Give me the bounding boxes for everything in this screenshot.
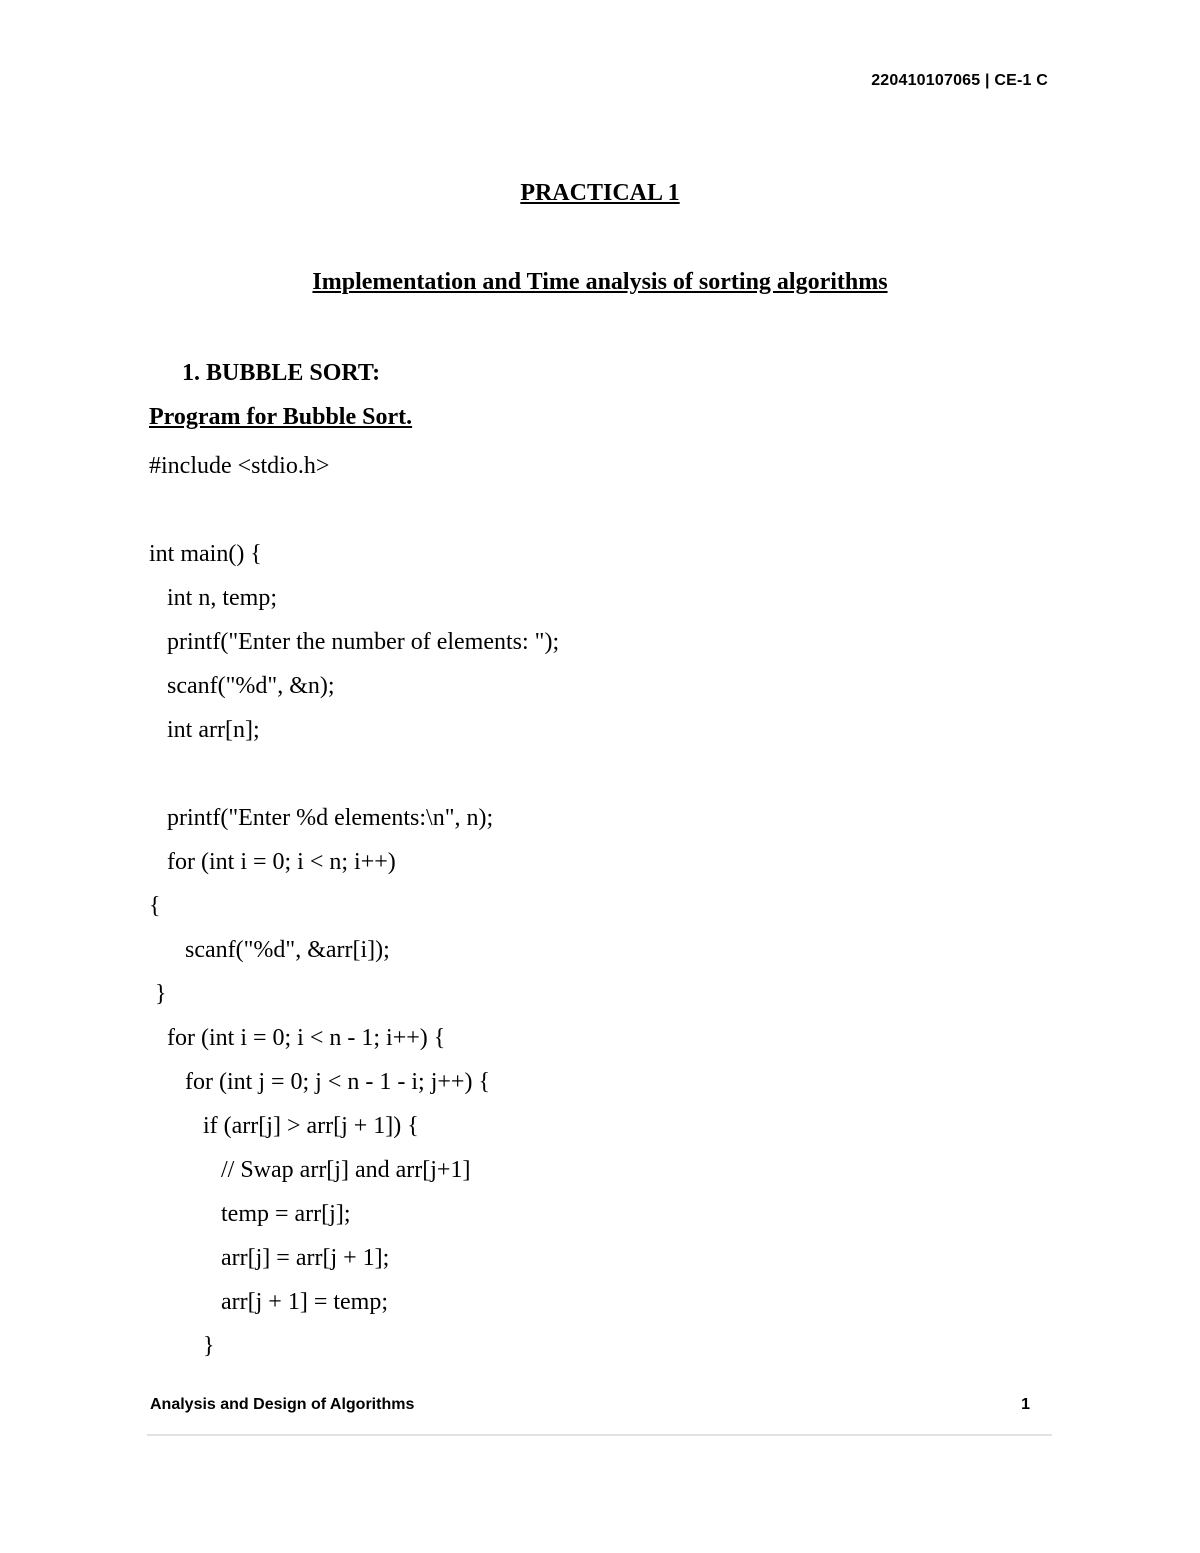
code-line: printf("Enter the number of elements: "); <box>149 629 560 655</box>
code-line: if (arr[j] > arr[j + 1]) { <box>149 1113 419 1139</box>
code-line: int arr[n]; <box>149 717 260 743</box>
code-block <box>149 450 559 1374</box>
practical-subtitle: Implementation and Time analysis of sorting algorithms <box>312 269 888 295</box>
footer-divider <box>147 1434 1052 1436</box>
code-line: temp = arr[j]; <box>149 1201 351 1227</box>
code-line: printf("Enter %d elements:\n", n); <box>149 805 494 831</box>
code-line: arr[j] = arr[j + 1]; <box>149 1245 390 1271</box>
code-line: // Swap arr[j] and arr[j+1] <box>149 1157 471 1183</box>
code-line: } <box>149 1333 215 1359</box>
footer-page-number: 1 <box>1021 1396 1030 1413</box>
code-line: #include <stdio.h> <box>149 453 330 479</box>
code-line: int main() { <box>149 541 262 567</box>
practical-title: PRACTICAL 1 <box>520 180 680 206</box>
code-line: arr[j + 1] = temp; <box>149 1289 389 1315</box>
code-line: { <box>149 893 161 919</box>
section-heading: 1. BUBBLE SORT: <box>182 360 381 386</box>
page-header-id: 220410107065 | CE-1 C <box>871 72 1048 89</box>
code-line: int n, temp; <box>149 585 277 611</box>
code-line: } <box>149 981 167 1007</box>
code-line: scanf("%d", &n); <box>149 673 335 699</box>
code-line: for (int j = 0; j < n - 1 - i; j++) { <box>149 1069 490 1095</box>
code-line: for (int i = 0; i < n; i++) <box>149 849 396 875</box>
code-line <box>149 758 559 802</box>
code-line: scanf("%d", &arr[i]); <box>149 937 390 963</box>
program-subheading: Program for Bubble Sort. <box>149 404 413 430</box>
footer-course-name: Analysis and Design of Algorithms <box>150 1396 415 1413</box>
code-line <box>149 494 559 538</box>
code-line: for (int i = 0; i < n - 1; i++) { <box>149 1025 446 1051</box>
